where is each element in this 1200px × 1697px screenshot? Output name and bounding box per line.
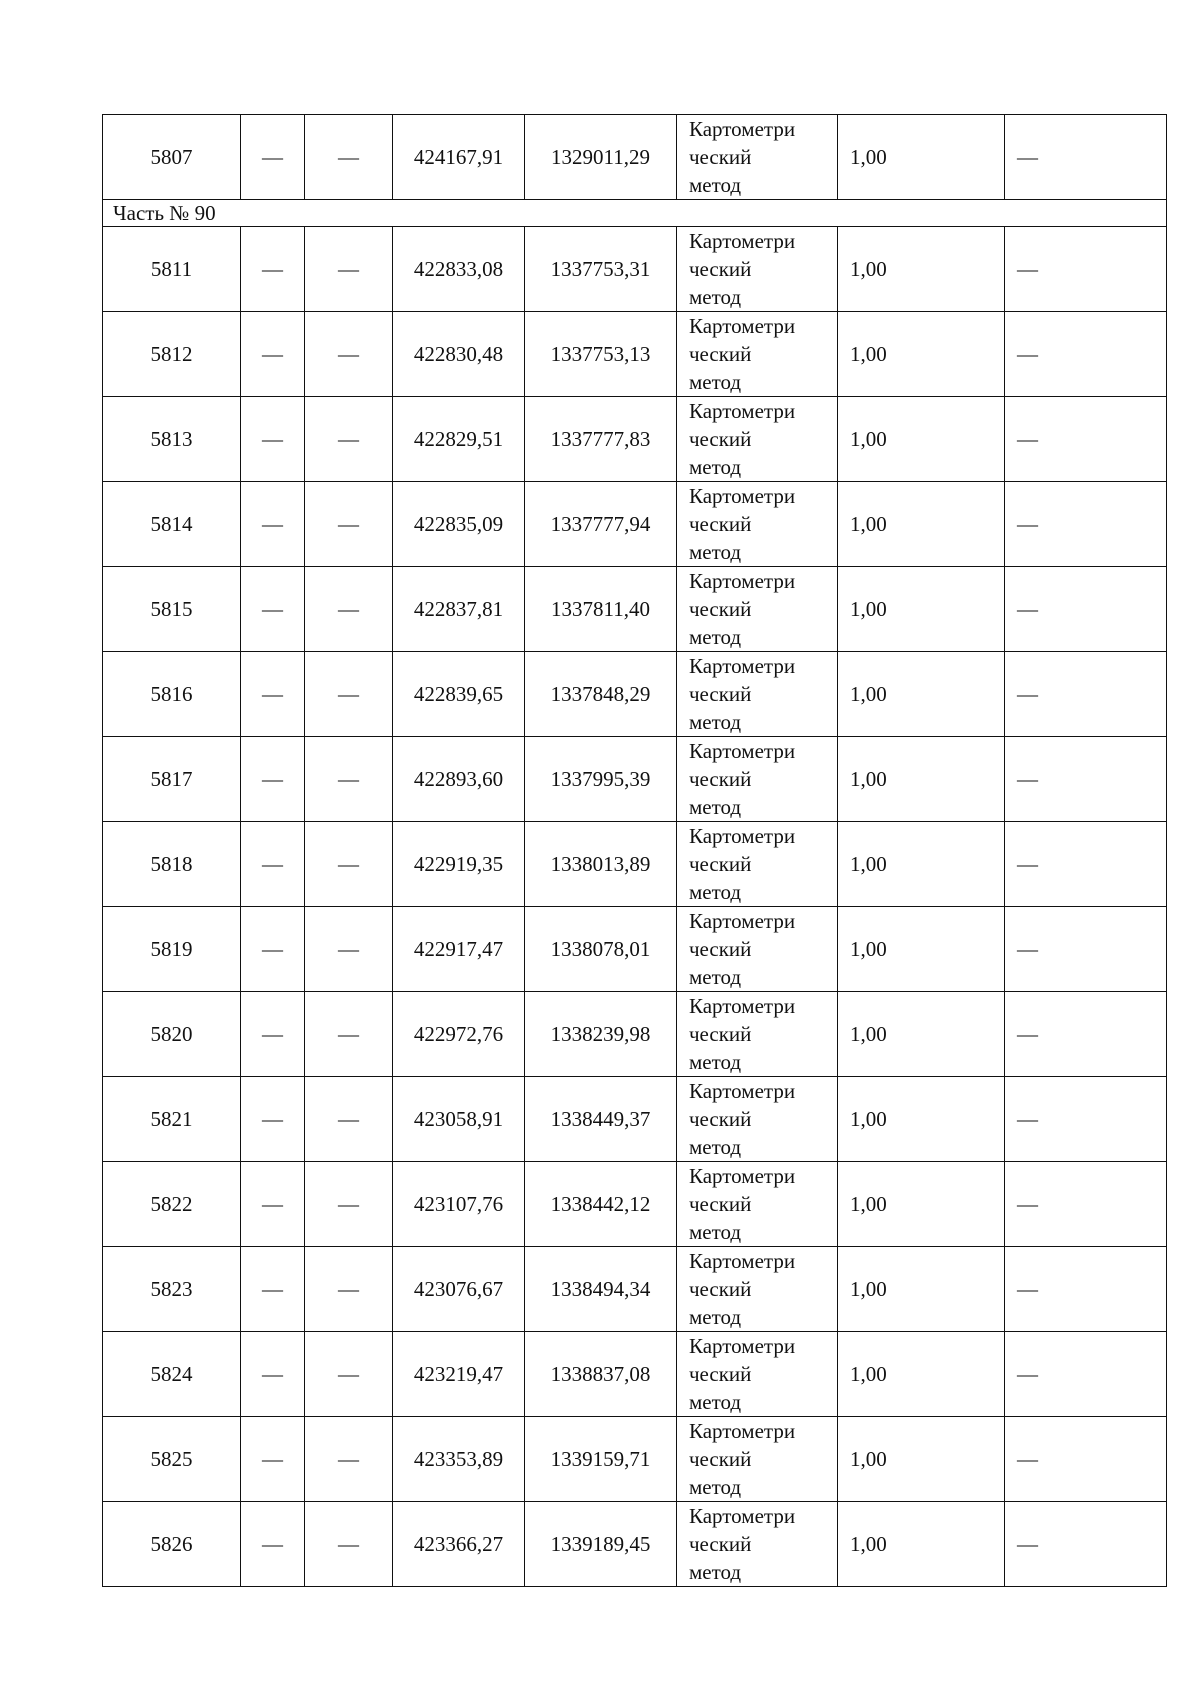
dash-cell: — <box>305 1162 393 1247</box>
table-row <box>103 822 1167 907</box>
dash-cell: — <box>305 1332 393 1417</box>
x-coordinate-cell: 422917,47 <box>393 907 525 992</box>
accuracy-cell: 1,00 <box>838 1502 1005 1587</box>
dash-cell: — <box>241 1332 305 1417</box>
method-text-line: ческий <box>689 1107 752 1131</box>
method-text-line: ческий <box>689 682 752 706</box>
method-text-line: Картометри <box>689 1504 796 1528</box>
method-text-line: ческий <box>689 512 752 536</box>
method-text-line: метод <box>689 710 742 734</box>
table-row <box>103 1162 1167 1247</box>
y-coordinate-cell: 1337753,31 <box>525 227 677 312</box>
x-coordinate-cell: 422829,51 <box>393 397 525 482</box>
point-number-cell: 5820 <box>103 992 241 1077</box>
y-coordinate-cell: 1337753,13 <box>525 312 677 397</box>
method-text-line: метод <box>689 173 742 197</box>
method-cell <box>677 737 838 822</box>
method-cell <box>677 397 838 482</box>
table-row <box>103 907 1167 992</box>
method-cell <box>677 567 838 652</box>
table-row <box>103 1077 1167 1162</box>
table-row <box>103 312 1167 397</box>
dash-cell: — <box>241 1247 305 1332</box>
dash-cell: — <box>305 992 393 1077</box>
y-coordinate-cell: 1339189,45 <box>525 1502 677 1587</box>
dash-cell: — <box>305 1247 393 1332</box>
description-cell: — <box>1005 907 1167 992</box>
accuracy-cell: 1,00 <box>838 1077 1005 1162</box>
x-coordinate-cell: 422835,09 <box>393 482 525 567</box>
x-coordinate-cell: 423076,67 <box>393 1247 525 1332</box>
point-number-cell: 5816 <box>103 652 241 737</box>
dash-cell: — <box>241 737 305 822</box>
dash-cell: — <box>241 1417 305 1502</box>
y-coordinate-cell: 1329011,29 <box>525 115 677 200</box>
method-cell <box>677 992 838 1077</box>
dash-cell: — <box>241 992 305 1077</box>
document-page <box>102 114 1167 1587</box>
x-coordinate-cell: 422837,81 <box>393 567 525 652</box>
x-coordinate-cell: 422893,60 <box>393 737 525 822</box>
method-text-line: ческий <box>689 597 752 621</box>
description-cell: — <box>1005 737 1167 822</box>
dash-cell: — <box>241 567 305 652</box>
description-cell: — <box>1005 1332 1167 1417</box>
accuracy-cell: 1,00 <box>838 567 1005 652</box>
description-cell: — <box>1005 1077 1167 1162</box>
method-text-line: метод <box>689 1220 742 1244</box>
dash-cell: — <box>305 1417 393 1502</box>
x-coordinate-cell: 423353,89 <box>393 1417 525 1502</box>
dash-cell: — <box>241 227 305 312</box>
method-cell <box>677 482 838 567</box>
table-row <box>103 1502 1167 1587</box>
method-text-line: Картометри <box>689 1249 796 1273</box>
y-coordinate-cell: 1337811,40 <box>525 567 677 652</box>
dash-cell: — <box>305 737 393 822</box>
method-text-line: ческий <box>689 1532 752 1556</box>
method-text-line: Картометри <box>689 229 796 253</box>
table-row <box>103 482 1167 567</box>
method-text-line: Картометри <box>689 1079 796 1103</box>
dash-cell: — <box>241 482 305 567</box>
point-number-cell: 5814 <box>103 482 241 567</box>
accuracy-cell: 1,00 <box>838 312 1005 397</box>
method-text-line: метод <box>689 1390 742 1414</box>
dash-cell: — <box>241 397 305 482</box>
dash-cell: — <box>305 822 393 907</box>
method-text-line: ческий <box>689 427 752 451</box>
table-row <box>103 992 1167 1077</box>
method-text-line: ческий <box>689 1362 752 1386</box>
method-text-line: метод <box>689 625 742 649</box>
accuracy-cell: 1,00 <box>838 737 1005 822</box>
y-coordinate-cell: 1337777,83 <box>525 397 677 482</box>
dash-cell: — <box>241 822 305 907</box>
dash-cell: — <box>241 1077 305 1162</box>
dash-cell: — <box>305 227 393 312</box>
method-text-line: Картометри <box>689 314 796 338</box>
method-text-line: метод <box>689 1135 742 1159</box>
method-text-line: метод <box>689 540 742 564</box>
method-cell <box>677 1332 838 1417</box>
table-row <box>103 227 1167 312</box>
description-cell: — <box>1005 227 1167 312</box>
point-number-cell: 5824 <box>103 1332 241 1417</box>
method-text-line: ческий <box>689 145 752 169</box>
description-cell: — <box>1005 567 1167 652</box>
table-row <box>103 1332 1167 1417</box>
point-number-cell: 5823 <box>103 1247 241 1332</box>
method-text-line: Картометри <box>689 1164 796 1188</box>
method-text-line: Картометри <box>689 1419 796 1443</box>
point-number-cell: 5822 <box>103 1162 241 1247</box>
method-cell <box>677 652 838 737</box>
description-cell: — <box>1005 992 1167 1077</box>
point-number-cell: 5807 <box>103 115 241 200</box>
table-row <box>103 737 1167 822</box>
point-number-cell: 5817 <box>103 737 241 822</box>
method-text-line: ческий <box>689 1022 752 1046</box>
dash-cell: — <box>305 907 393 992</box>
y-coordinate-cell: 1338442,12 <box>525 1162 677 1247</box>
point-number-cell: 5815 <box>103 567 241 652</box>
y-coordinate-cell: 1337848,29 <box>525 652 677 737</box>
accuracy-cell: 1,00 <box>838 115 1005 200</box>
description-cell: — <box>1005 822 1167 907</box>
dash-cell: — <box>305 312 393 397</box>
description-cell: — <box>1005 1502 1167 1587</box>
point-number-cell: 5819 <box>103 907 241 992</box>
method-text-line: Картометри <box>689 1334 796 1358</box>
accuracy-cell: 1,00 <box>838 227 1005 312</box>
point-number-cell: 5821 <box>103 1077 241 1162</box>
dash-cell: — <box>241 652 305 737</box>
method-text-line: метод <box>689 1475 742 1499</box>
y-coordinate-cell: 1338494,34 <box>525 1247 677 1332</box>
method-text-line: ческий <box>689 767 752 791</box>
point-number-cell: 5825 <box>103 1417 241 1502</box>
dash-cell: — <box>241 1162 305 1247</box>
accuracy-cell: 1,00 <box>838 822 1005 907</box>
method-text-line: метод <box>689 455 742 479</box>
x-coordinate-cell: 422833,08 <box>393 227 525 312</box>
dash-cell: — <box>241 312 305 397</box>
method-cell <box>677 115 838 200</box>
accuracy-cell: 1,00 <box>838 1247 1005 1332</box>
accuracy-cell: 1,00 <box>838 992 1005 1077</box>
y-coordinate-cell: 1338449,37 <box>525 1077 677 1162</box>
table-row <box>103 397 1167 482</box>
y-coordinate-cell: 1338239,98 <box>525 992 677 1077</box>
x-coordinate-cell: 422972,76 <box>393 992 525 1077</box>
x-coordinate-cell: 422839,65 <box>393 652 525 737</box>
point-number-cell: 5813 <box>103 397 241 482</box>
method-text-line: Картометри <box>689 399 796 423</box>
dash-cell: — <box>241 907 305 992</box>
y-coordinate-cell: 1338013,89 <box>525 822 677 907</box>
table-row <box>103 652 1167 737</box>
method-text-line: Картометри <box>689 654 796 678</box>
x-coordinate-cell: 423058,91 <box>393 1077 525 1162</box>
table-row <box>103 567 1167 652</box>
description-cell: — <box>1005 1247 1167 1332</box>
description-cell: — <box>1005 115 1167 200</box>
method-text-line: Картометри <box>689 739 796 763</box>
y-coordinate-cell: 1339159,71 <box>525 1417 677 1502</box>
method-cell <box>677 1162 838 1247</box>
dash-cell: — <box>305 652 393 737</box>
method-text-line: ческий <box>689 1277 752 1301</box>
x-coordinate-cell: 423107,76 <box>393 1162 525 1247</box>
method-text-line: Картометри <box>689 117 796 141</box>
description-cell: — <box>1005 397 1167 482</box>
method-cell <box>677 312 838 397</box>
coordinates-table <box>102 114 1167 1587</box>
description-cell: — <box>1005 1417 1167 1502</box>
x-coordinate-cell: 422919,35 <box>393 822 525 907</box>
description-cell: — <box>1005 312 1167 397</box>
dash-cell: — <box>305 482 393 567</box>
method-cell <box>677 1077 838 1162</box>
accuracy-cell: 1,00 <box>838 1417 1005 1502</box>
method-text-line: ческий <box>689 852 752 876</box>
part-label: Часть № 90 <box>103 200 1167 227</box>
method-cell <box>677 1502 838 1587</box>
method-text-line: метод <box>689 1560 742 1584</box>
table-row <box>103 1247 1167 1332</box>
point-number-cell: 5812 <box>103 312 241 397</box>
method-text-line: ческий <box>689 1447 752 1471</box>
method-cell <box>677 907 838 992</box>
x-coordinate-cell: 423219,47 <box>393 1332 525 1417</box>
description-cell: — <box>1005 652 1167 737</box>
point-number-cell: 5826 <box>103 1502 241 1587</box>
method-text-line: ческий <box>689 342 752 366</box>
dash-cell: — <box>241 115 305 200</box>
table-row <box>103 1417 1167 1502</box>
dash-cell: — <box>305 397 393 482</box>
dash-cell: — <box>305 115 393 200</box>
part-header-row <box>103 200 1167 227</box>
y-coordinate-cell: 1337995,39 <box>525 737 677 822</box>
accuracy-cell: 1,00 <box>838 907 1005 992</box>
method-text-line: метод <box>689 965 742 989</box>
description-cell: — <box>1005 1162 1167 1247</box>
method-text-line: Картометри <box>689 484 796 508</box>
description-cell: — <box>1005 482 1167 567</box>
method-text-line: метод <box>689 1305 742 1329</box>
accuracy-cell: 1,00 <box>838 1162 1005 1247</box>
accuracy-cell: 1,00 <box>838 482 1005 567</box>
accuracy-cell: 1,00 <box>838 1332 1005 1417</box>
method-text-line: Картометри <box>689 994 796 1018</box>
method-cell <box>677 227 838 312</box>
table-row <box>103 115 1167 200</box>
x-coordinate-cell: 423366,27 <box>393 1502 525 1587</box>
point-number-cell: 5818 <box>103 822 241 907</box>
method-text-line: метод <box>689 370 742 394</box>
accuracy-cell: 1,00 <box>838 652 1005 737</box>
y-coordinate-cell: 1338078,01 <box>525 907 677 992</box>
y-coordinate-cell: 1338837,08 <box>525 1332 677 1417</box>
method-text-line: метод <box>689 795 742 819</box>
method-cell <box>677 1417 838 1502</box>
method-text-line: метод <box>689 880 742 904</box>
method-cell <box>677 1247 838 1332</box>
dash-cell: — <box>305 1502 393 1587</box>
method-text-line: ческий <box>689 1192 752 1216</box>
method-cell <box>677 822 838 907</box>
y-coordinate-cell: 1337777,94 <box>525 482 677 567</box>
x-coordinate-cell: 424167,91 <box>393 115 525 200</box>
method-text-line: метод <box>689 1050 742 1074</box>
method-text-line: ческий <box>689 257 752 281</box>
dash-cell: — <box>241 1502 305 1587</box>
table-body <box>103 115 1167 1587</box>
method-text-line: ческий <box>689 937 752 961</box>
accuracy-cell: 1,00 <box>838 397 1005 482</box>
method-text-line: метод <box>689 285 742 309</box>
method-text-line: Картометри <box>689 909 796 933</box>
dash-cell: — <box>305 567 393 652</box>
point-number-cell: 5811 <box>103 227 241 312</box>
dash-cell: — <box>305 1077 393 1162</box>
method-text-line: Картометри <box>689 569 796 593</box>
method-text-line: Картометри <box>689 824 796 848</box>
x-coordinate-cell: 422830,48 <box>393 312 525 397</box>
